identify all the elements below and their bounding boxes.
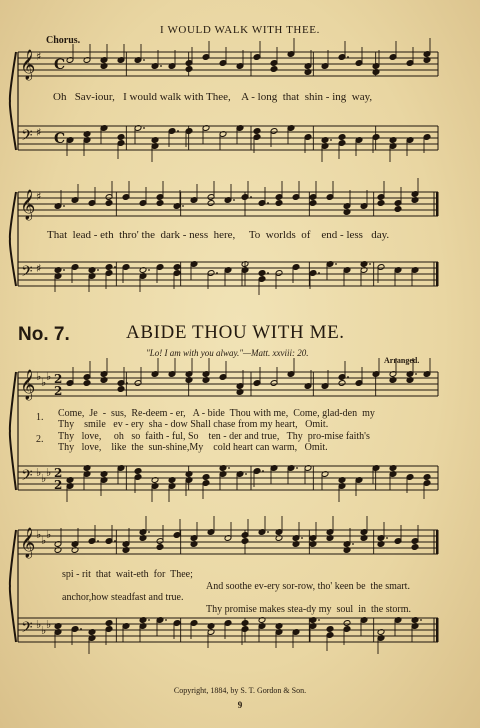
hymn-title: ABIDE THOU WITH ME.	[126, 322, 345, 343]
dot	[233, 199, 235, 201]
note-head	[105, 264, 113, 271]
dot	[143, 59, 145, 61]
dot	[386, 537, 388, 539]
flat-icon: ♭	[46, 528, 52, 541]
bass-clef-icon: 𝄢	[21, 127, 33, 148]
dot	[216, 272, 218, 274]
note-head	[423, 474, 431, 481]
note-head	[326, 626, 334, 633]
dot	[80, 628, 82, 630]
final-barline	[436, 530, 439, 554]
dot	[114, 540, 116, 542]
note-head	[185, 66, 193, 73]
note-head	[105, 620, 113, 627]
note-head	[117, 386, 125, 393]
dot	[228, 467, 230, 469]
note-head	[202, 474, 210, 481]
hymn-title: I WOULD WALK WITH THEE.	[160, 24, 320, 36]
final-barline	[436, 192, 439, 216]
dot	[182, 205, 184, 207]
dot	[420, 619, 422, 621]
note-head	[309, 200, 317, 207]
staff-brace	[10, 530, 16, 642]
flat-icon: ♭	[36, 528, 42, 541]
note-head	[338, 134, 346, 141]
bass-clef-icon: 𝄢	[21, 467, 33, 488]
treble-clef-icon: 𝄞	[20, 370, 36, 400]
dot	[177, 130, 179, 132]
verse-lyrics: Thy promise makes stea-dy my soul in the storm.	[206, 604, 411, 615]
verse-lyrics: spi - rit that wait-eth for Thee;	[62, 569, 193, 580]
time-signature: 2	[54, 478, 63, 492]
dot	[415, 373, 417, 375]
note-head	[394, 206, 402, 213]
epigraph: "Lo! I am with you alway."—Matt. xxviii: 20.	[146, 348, 309, 358]
arranger-credit: Arranged.	[384, 356, 420, 365]
dot	[352, 543, 354, 545]
note-head	[241, 620, 249, 627]
note-head	[270, 66, 278, 73]
verse-number: 2.	[36, 434, 44, 445]
dot	[143, 127, 145, 129]
note-head	[105, 200, 113, 207]
dot	[335, 263, 337, 265]
note-head	[207, 200, 215, 207]
verse-lyrics: Thy smile ev - ery sha - dow Shall chase from my heart, Omit.	[58, 419, 329, 430]
dot	[148, 619, 150, 621]
dot	[330, 139, 332, 141]
treble-clef-icon: 𝄞	[20, 50, 36, 80]
dot	[267, 531, 269, 533]
dot	[318, 272, 320, 274]
dot	[262, 470, 264, 472]
treble-clef-icon: 𝄞	[20, 190, 36, 220]
final-barline	[436, 618, 439, 642]
hymn-number: No. 7.	[18, 324, 70, 345]
flat-icon: ♭	[41, 472, 47, 485]
staff-brace	[10, 372, 16, 490]
note-head	[338, 380, 346, 387]
note-head	[377, 200, 385, 207]
verse-lyrics: Come, Je - sus, Re-deem - er, A - bide Thou with me, Come, glad-den my	[58, 408, 375, 419]
flat-icon: ♭	[36, 466, 42, 479]
note-head	[253, 128, 261, 135]
final-barline	[436, 262, 439, 286]
note-head	[411, 544, 419, 551]
sharp-icon: ♯	[36, 126, 42, 139]
dot	[63, 269, 65, 271]
dot	[160, 65, 162, 67]
note-head	[134, 468, 142, 475]
note-head	[156, 200, 164, 207]
dot	[250, 196, 252, 198]
note-head	[117, 134, 125, 141]
sharp-icon: ♯	[36, 262, 42, 275]
dot	[97, 540, 99, 542]
verse-lyrics: And soothe ev-ery sor-row, tho' keen be the smart.	[206, 581, 410, 592]
flat-icon: ♭	[46, 466, 52, 479]
flat-icon: ♭	[41, 624, 47, 637]
time-signature: C	[54, 131, 66, 147]
dot	[296, 467, 298, 469]
note-head	[275, 200, 283, 207]
dot	[63, 205, 65, 207]
dot	[267, 202, 269, 204]
note-head	[83, 380, 91, 387]
bass-clef-icon: 𝄢	[21, 619, 33, 640]
copyright-notice: Copyright, 1884, by S. T. Gordon & Son.	[173, 686, 307, 695]
time-signature: 2	[54, 384, 63, 398]
note-head	[173, 264, 181, 271]
note-head	[241, 538, 249, 545]
note-head	[343, 620, 351, 627]
dot	[148, 531, 150, 533]
verse-lyrics: Thy love, oh so faith - ful, So ten - der and true, Thy pro-mise faith's	[58, 431, 370, 442]
sharp-icon: ♯	[36, 190, 42, 203]
flat-icon: ♭	[46, 370, 52, 383]
dot	[318, 619, 320, 621]
flat-icon: ♭	[41, 376, 47, 389]
verse-number: 1.	[36, 412, 44, 423]
dot	[126, 382, 128, 384]
time-signature: 2	[54, 372, 63, 386]
verse-lyrics: Thy love, like the sun-shine,My cold heart can warm, Omit.	[58, 442, 328, 453]
treble-clef-icon: 𝄞	[20, 528, 36, 558]
time-signature: 2	[54, 466, 63, 480]
dot	[347, 56, 349, 58]
dot	[245, 473, 247, 475]
chorus-label: Chorus.	[46, 35, 81, 46]
dot	[148, 269, 150, 271]
flat-icon: ♭	[46, 618, 52, 631]
dot	[369, 263, 371, 265]
dot	[267, 272, 269, 274]
flat-icon: ♭	[41, 534, 47, 547]
dot	[165, 619, 167, 621]
staff-brace	[10, 192, 16, 286]
note-head	[258, 270, 266, 277]
verse-lyrics: anchor,how steadfast and true.	[62, 592, 184, 603]
note-head	[156, 544, 164, 551]
bass-clef-icon: 𝄢	[21, 263, 33, 284]
dot	[114, 266, 116, 268]
page-number: 9	[237, 700, 243, 710]
time-signature: C	[54, 57, 66, 73]
lyrics-line: That lead - eth thro' the dark - ness here, To worlds of end - less day.	[47, 229, 390, 241]
lyrics-line: Oh Sav-iour, I would walk with Thee, A - long that shin - ing way,	[53, 91, 373, 103]
flat-icon: ♭	[36, 618, 42, 631]
flat-icon: ♭	[36, 370, 42, 383]
staff-brace	[10, 52, 16, 150]
dot	[301, 537, 303, 539]
dot	[97, 269, 99, 271]
dot	[347, 376, 349, 378]
sharp-icon: ♯	[36, 50, 42, 63]
